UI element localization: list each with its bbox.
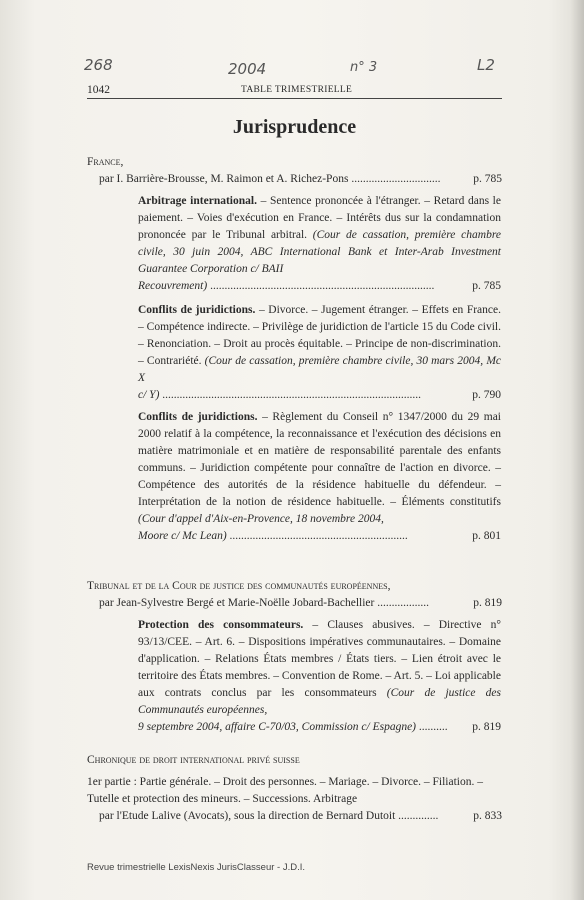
toc-entry: [138, 617, 501, 736]
author-page: p. 819: [473, 597, 502, 609]
entry-topic: Conflits de juridictions.: [138, 304, 256, 316]
section-heading: Tribunal et de la Cour de justice des communautés européennes,: [87, 580, 391, 592]
handwritten-note: L2: [477, 56, 495, 74]
entry-page: p. 785: [472, 280, 501, 292]
entry-citation-end: c/ Y): [138, 389, 160, 401]
section-suisse: [87, 752, 502, 825]
page-footer: Revue trimestrielle LexisNexis JurisClasseur - J.D.I.: [87, 862, 306, 873]
entry-last-line: Recouvrement) .............................................................................. p. 785: [138, 278, 501, 295]
author-names: par l'Etude Lalive (Avocats), sous la direction de Bernard Dutoit: [99, 810, 396, 822]
author-page: p. 785: [473, 173, 502, 185]
running-title: TABLE TRIMESTRIELLE: [241, 85, 353, 95]
entry-citation-end: 9 septembre 2004, affaire C-70/03, Commission c/ Espagne): [138, 721, 416, 733]
entry-text: – Sentence prononcée à l'étranger. – Retard dans le paiement. – Voies d'exécution en France. – Intérêts dus sur la condamnation prononcée par le Tribunal arbitral.: [138, 195, 501, 241]
section-cjce: [87, 578, 502, 612]
entry-topic: Conflits de juridictions.: [138, 411, 258, 423]
toc-entry: [138, 302, 501, 404]
entry-page: p. 801: [472, 530, 501, 542]
section-body: 1er partie : Partie générale. – Droit des personnes. – Mariage. – Divorce. – Filiation. – Tutelle et protection des mineurs. – Successions. Arbitrage: [87, 776, 483, 805]
entry-text: – Clauses abusives. – Directive n° 93/13/CEE. – Art. 6. – Dispositions impératives communautaires. – Domaine d'application. – Relations États membres / États tiers. – Lien étroit avec le territoire des États membres. – Convention de Rome. – Art. 5. – Loi applicable aux contrats conclus par les consommateurs: [138, 619, 501, 699]
handwritten-note: 268: [84, 56, 113, 74]
entry-page: p. 819: [472, 721, 501, 733]
handwritten-note: 2004: [228, 60, 267, 78]
entry-citation-end: Moore c/ Mc Lean): [138, 530, 227, 542]
page-title: Jurisprudence: [232, 116, 357, 138]
page-number: 1042: [87, 84, 110, 96]
entry-text: – Règlement du Conseil n° 1347/2000 du 29 mai 2000 relatif à la compétence, la reconnaissance et l'exécution des décisions en matière matrimoniale et en matière de responsabilité parentale des enfants communs. – Juridiction compétente pour connaître de l'action en divorce. – Compétence des autorités de la résidence habituelle du défendeur. – Interprétation de la notion de résidence habituelle. – Éléments constitutifs: [138, 411, 501, 508]
entry-topic: Protection des consommateurs.: [138, 619, 304, 631]
toc-entry: [138, 193, 501, 295]
entry-text: – Divorce. – Jugement étranger. – Effets en France. – Compétence indirecte. – Privilège de juridiction de l'article 15 du Code civil. – Renonciation. – Droit au procès équitable. – Principe de non-discrimination. – Contrariété.: [138, 304, 501, 367]
entry-citation: (Cour de cassation, première chambre civile, 30 juin 2004, ABC International Bank et Inter-Arab Investment Guarantee Corporation c/ BAII: [138, 229, 501, 275]
author-names: par Jean-Sylvestre Bergé et Marie-Noëlle Jobard-Bachellier: [99, 597, 375, 609]
binding-shadow: [570, 0, 584, 900]
author-line: par I. Barrière-Brousse, M. Raimon et A. Richez-Pons ............................... p. 785: [87, 171, 502, 188]
entry-last-line: c/ Y) .......................................................................................... p. 790: [138, 387, 501, 404]
entry-citation: (Cour de cassation, première chambre civile, 30 mars 2004, Mc X: [138, 355, 501, 384]
section-france: [87, 154, 502, 188]
author-page: p. 833: [473, 810, 502, 822]
handwritten-note: n° 3: [350, 60, 378, 75]
entry-topic: Arbitrage international.: [138, 195, 257, 207]
running-head: [87, 84, 502, 98]
entry-citation: (Cour d'appel d'Aix-en-Provence, 18 novembre 2004,: [138, 513, 384, 525]
header-rule: [87, 98, 502, 99]
toc-entry: [138, 409, 501, 545]
entry-last-line: Moore c/ Mc Lean) .............................................................. p. 801: [138, 528, 501, 545]
entry-citation-end: Recouvrement): [138, 280, 208, 292]
author-names: par I. Barrière-Brousse, M. Raimon et A. Richez-Pons: [99, 173, 349, 185]
entry-citation: (Cour de justice des Communautés européennes,: [138, 687, 501, 716]
entry-last-line: 9 septembre 2004, affaire C-70/03, Commission c/ Espagne) .......... p. 819: [138, 719, 501, 736]
author-line: par Jean-Sylvestre Bergé et Marie-Noëlle Jobard-Bachellier .................. p. 819: [87, 595, 502, 612]
section-heading: Chronique de droit international privé suisse: [87, 754, 300, 766]
entry-page: p. 790: [472, 389, 501, 401]
author-line: par l'Etude Lalive (Avocats), sous la direction de Bernard Dutoit .............. p. 833: [87, 808, 502, 825]
section-heading: France,: [87, 156, 124, 168]
